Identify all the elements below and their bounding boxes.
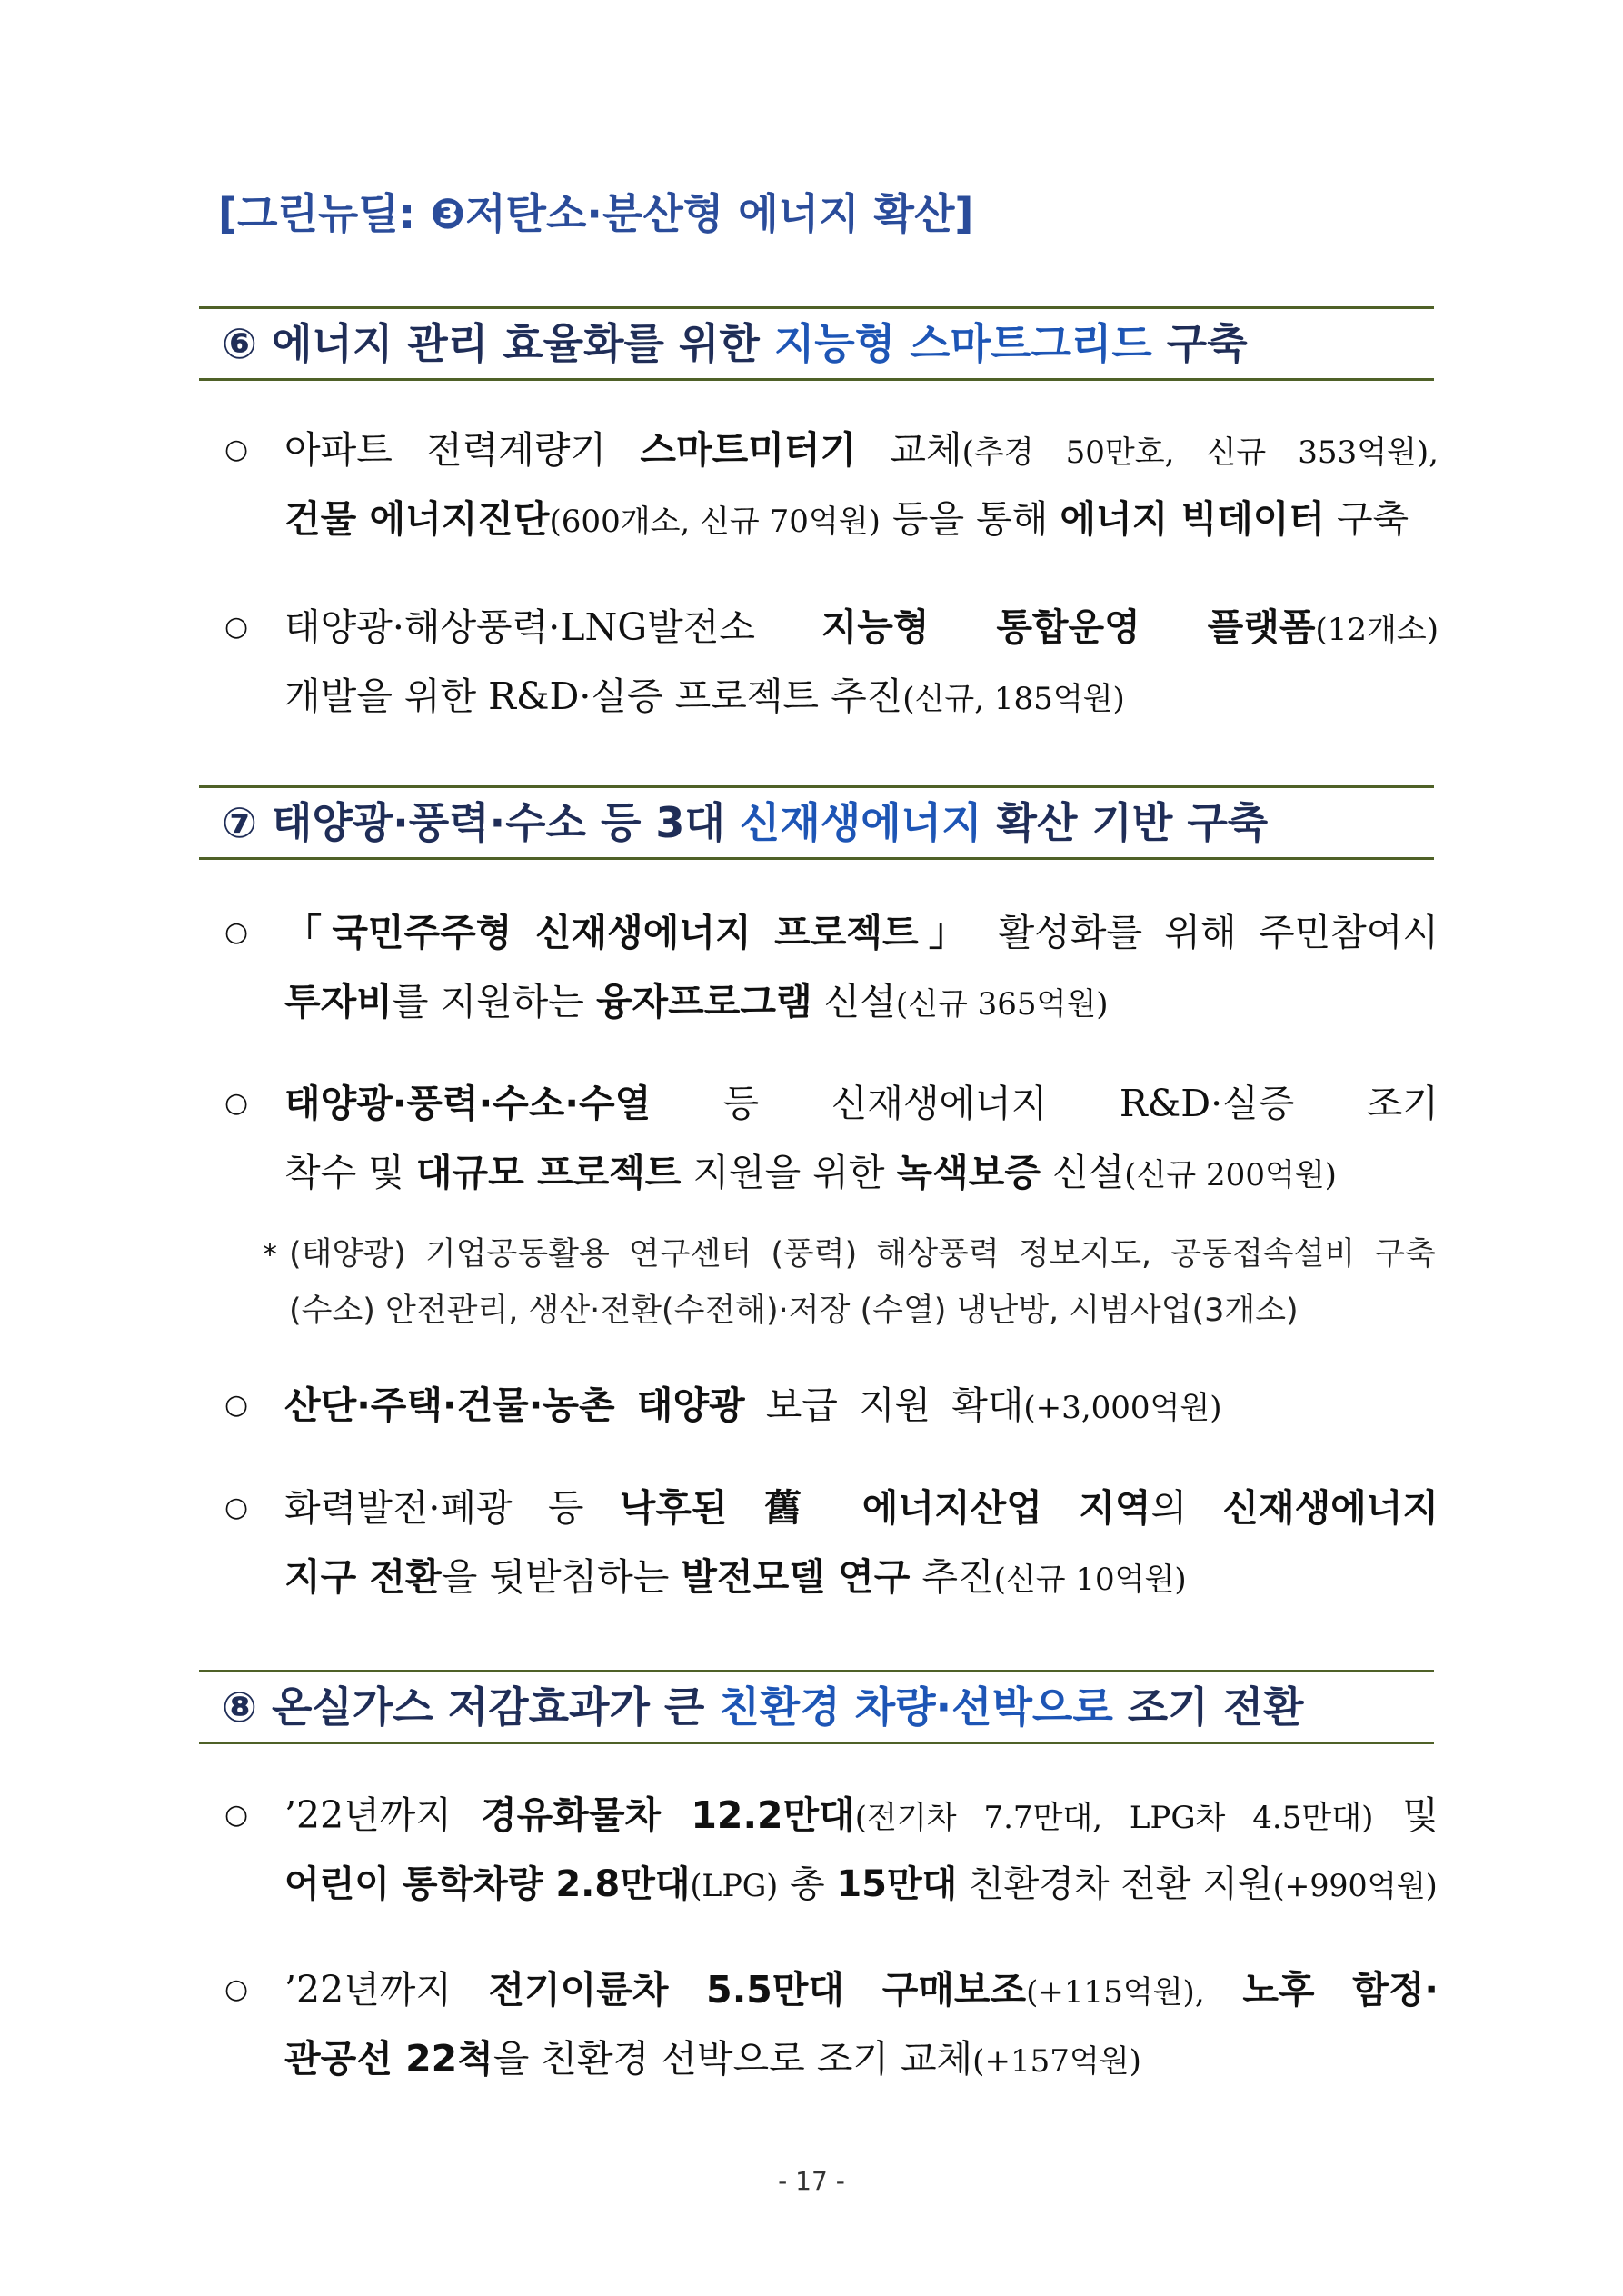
body-text: 의	[1150, 1486, 1223, 1530]
budget-note: (+990억원)	[1272, 1868, 1438, 1903]
bullet-line	[284, 1473, 1439, 1542]
section-6-header	[199, 306, 1434, 381]
bullet-line	[284, 1138, 1439, 1207]
section-number: ⑧	[222, 1682, 257, 1732]
bold-keyword: 대규모 프로젝트	[415, 1151, 682, 1194]
bold-keyword: 관공선 22척	[284, 2037, 493, 2081]
bullet-line	[284, 898, 1439, 967]
bullet-marker: ○	[224, 1492, 249, 1523]
footnote-line: (수소) 안전관리, 생산·전환(수전해)·저장 (수열) 냉난방, 시범사업(3개소)	[289, 1293, 1299, 1329]
bold-keyword: 융자프로그램	[595, 980, 812, 1023]
body-text: ’22년까지	[284, 1793, 482, 1837]
bold-keyword: 어린이 통학차량 2.8만대	[284, 1863, 691, 1905]
bullet-marker: ○	[224, 611, 249, 643]
body-text: 신설	[1040, 1151, 1125, 1194]
bullet-marker: ○	[224, 1799, 249, 1831]
body-text: 지원을 위한	[681, 1151, 897, 1194]
budget-note: (+157억원)	[972, 2043, 1141, 2080]
body-text: 를 지원하는	[392, 980, 596, 1023]
bold-keyword: 낙후된 舊 에너지산업 지역	[619, 1486, 1151, 1530]
bold-keyword: 건물 에너지진단	[284, 497, 550, 541]
section-title-text: 태양광·풍력·수소 등 3대	[256, 798, 740, 847]
section-title-text: 확산 기반 구축	[981, 798, 1269, 847]
bullet-marker: ○	[224, 1389, 249, 1421]
section-title-text: 구축	[1151, 319, 1248, 368]
budget-note: (신규, 185억원)	[902, 681, 1125, 717]
page-number: - 17 -	[778, 2166, 845, 2196]
budget-note: (600개소, 신규 70억원)	[549, 504, 881, 540]
bold-keyword: 15만대	[836, 1863, 958, 1905]
section-number: ⑥	[222, 319, 257, 368]
section-title-text: 에너지 관리 효율화를 위한	[256, 319, 774, 368]
bold-keyword: 발전모델 연구	[681, 1555, 911, 1599]
section-8-header	[199, 1670, 1434, 1744]
bold-keyword: 지능형 통합운영 플랫폼	[821, 605, 1316, 649]
body-text: 신설	[812, 980, 896, 1023]
body-text: 구축	[1324, 497, 1409, 541]
body-text: 추진	[910, 1555, 994, 1599]
bold-keyword: 산단·주택·건물·농촌 태양광	[284, 1383, 745, 1427]
section-title-text: 조기 전환	[1112, 1682, 1304, 1732]
body-text: 아파트 전력계량기	[284, 428, 641, 472]
body-text: 활성화를 위해 주민참여시	[976, 911, 1439, 954]
bold-keyword: 투자비	[284, 980, 393, 1023]
budget-note: (+115억원),	[1026, 1974, 1205, 2011]
body-text: 보급 지원 확대	[744, 1383, 1024, 1427]
section-7-header	[199, 785, 1434, 860]
bullet-line	[284, 2024, 1439, 2093]
footnote-marker: *	[263, 1237, 277, 1272]
budget-note: (신규 200억원)	[1124, 1157, 1337, 1193]
body-text: 교체	[856, 428, 962, 472]
budget-note: (신규 365억원)	[895, 986, 1109, 1023]
section-number: ⑦	[222, 798, 257, 847]
section-title-text: 온실가스 저감효과가 큰	[256, 1682, 720, 1732]
bold-keyword: 태양광·풍력·수소·수열	[284, 1082, 652, 1125]
section-title	[222, 788, 1421, 857]
bullet-marker: ○	[224, 434, 249, 465]
bold-keyword: 녹색보증	[896, 1151, 1041, 1194]
body-text: ’22년까지	[284, 1968, 489, 2011]
body-text: 착수 및	[284, 1151, 416, 1194]
body-text: 등 신재생에너지 R&D·실증 조기	[651, 1082, 1439, 1125]
bullet-line	[284, 967, 1439, 1036]
page-heading: [그린뉴딜: ❸저탄소·분산형 에너지 확산]	[218, 189, 974, 238]
body-text: 친환경차 전환 지원	[957, 1863, 1273, 1905]
bullet-line	[284, 1371, 1439, 1440]
bullet-line	[284, 484, 1439, 554]
bold-keyword: 신재생에너지	[1222, 1486, 1439, 1530]
bullet-line	[284, 1781, 1439, 1850]
section-title-highlight: 신재생에너지	[739, 798, 982, 847]
bold-keyword: 전기이륜차 5.5만대 구매보조	[488, 1968, 1027, 2011]
bullet-line	[284, 415, 1439, 484]
body-text: 을 친환경 선박으로 조기 교체	[493, 2037, 973, 2081]
section-title	[222, 309, 1421, 378]
budget-note: (전기차 7.7만대, LPG차 4.5만대)	[854, 1800, 1374, 1836]
bullet-line	[284, 662, 1439, 731]
bullet-marker: ○	[224, 916, 249, 948]
bullet-line	[284, 1850, 1439, 1919]
body-text: 태양광·해상풍력·LNG발전소	[284, 605, 821, 649]
body-text: 및	[1373, 1793, 1439, 1837]
bold-keyword: 노후 함정·	[1204, 1968, 1439, 2011]
budget-note: (+3,000억원)	[1023, 1390, 1222, 1426]
bold-keyword: 지구 전환	[284, 1555, 442, 1599]
section-title-highlight: 지능형 스마트그리드	[773, 319, 1152, 368]
bullet-line	[284, 1542, 1439, 1612]
body-text: 개발을 위한 R&D·실증 프로젝트 추진	[284, 674, 903, 718]
bullet-line	[284, 1069, 1439, 1138]
bullet-marker: ○	[224, 1973, 249, 2005]
body-text: 총	[778, 1863, 837, 1905]
body-text: 을 뒷받침하는	[441, 1555, 682, 1599]
budget-note: (추경 50만호, 신규 353억원),	[961, 434, 1439, 471]
budget-note: (LPG)	[690, 1868, 779, 1903]
budget-note: (신규 10억원)	[993, 1562, 1187, 1598]
budget-note: (12개소)	[1315, 612, 1439, 648]
body-text: 화력발전·폐광 등	[284, 1486, 620, 1530]
footnote-line: (태양광) 기업공동활용 연구센터 (풍력) 해상풍력 정보지도, 공동접속설비 구축	[289, 1236, 1436, 1273]
section-title	[222, 1672, 1421, 1742]
bold-keyword: 에너지 빅데이터	[1060, 497, 1325, 541]
bullet-marker: ○	[224, 1087, 249, 1119]
body-text: 등을 통해	[880, 497, 1060, 541]
bullet-line	[284, 1955, 1439, 2024]
bold-keyword: 경유화물차 12.2만대	[481, 1793, 855, 1837]
bold-keyword: 「국민주주형 신재생에너지 프로젝트」	[284, 911, 977, 954]
section-title-highlight: 친환경 차량·선박으로	[719, 1682, 1113, 1732]
bullet-line	[284, 593, 1439, 662]
bold-keyword: 스마트미터기	[640, 428, 857, 472]
